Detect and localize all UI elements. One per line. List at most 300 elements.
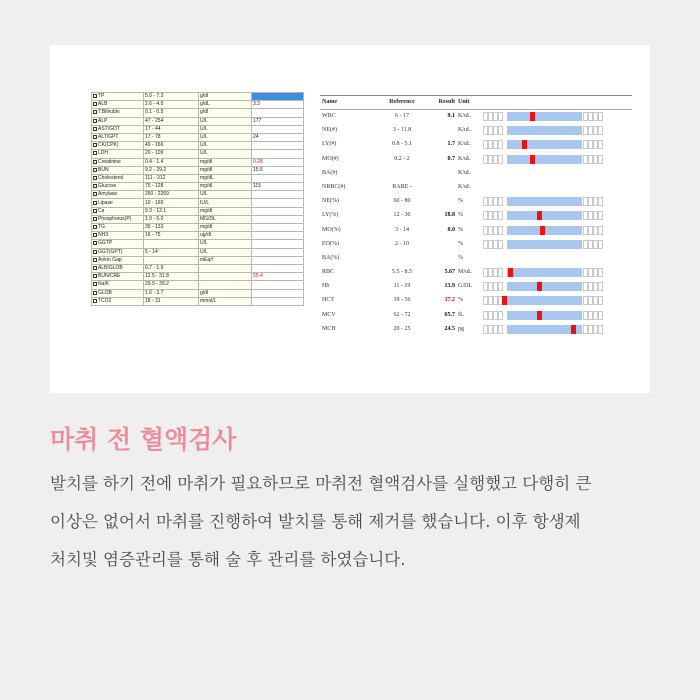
- range-gauge: [483, 197, 608, 206]
- checkbox-icon[interactable]: [93, 233, 97, 237]
- gauge-cell: [598, 197, 603, 206]
- chem-name: Na/K: [98, 281, 110, 288]
- chem-name: GGT(GPT): [98, 248, 123, 255]
- cbc-row: [320, 167, 632, 181]
- chem-result: 3.3: [252, 101, 304, 109]
- chem-range: 17 - 44: [144, 125, 199, 133]
- chem-name: BUN: [98, 166, 109, 173]
- cbc-reference: 20 - 25: [393, 325, 411, 332]
- chem-name: T.Bilirubin: [98, 109, 120, 116]
- cbc-result: 13.9: [444, 283, 455, 290]
- chem-name: Lipase: [98, 199, 113, 206]
- chem-range: 12.5 - 31.8: [144, 273, 199, 281]
- cbc-unit: M/uL: [458, 269, 472, 276]
- chem-range: [144, 240, 199, 248]
- chem-name: ALB: [98, 101, 108, 108]
- cbc-unit: K/uL: [458, 155, 471, 162]
- chem-range: 10 - 160: [144, 199, 199, 207]
- cbc-result: 9.1: [447, 113, 455, 119]
- chem-name: ALT/GPT: [98, 134, 119, 141]
- cbc-unit: %: [458, 240, 463, 247]
- gauge-cell: [498, 268, 503, 277]
- range-gauge: [483, 112, 608, 121]
- chem-name-cell[interactable]: [92, 174, 144, 182]
- cbc-name: MO(%): [322, 226, 341, 233]
- chem-name: CK(CPK): [98, 142, 119, 149]
- chem-unit: IU/L: [199, 199, 252, 207]
- chem-unit: [199, 264, 252, 272]
- chem-unit: U/L: [199, 117, 252, 125]
- checkbox-icon[interactable]: [93, 282, 97, 286]
- normal-range-band: [507, 311, 582, 320]
- range-gauge: [483, 226, 608, 235]
- cbc-name: MCV: [322, 311, 336, 318]
- cbc-name: WBC: [322, 113, 336, 119]
- gauge-cell: [498, 311, 503, 320]
- checkbox-icon[interactable]: [93, 143, 97, 147]
- chem-result: [252, 232, 304, 240]
- chem-name-cell[interactable]: [92, 101, 144, 109]
- chem-name-cell[interactable]: [92, 125, 144, 133]
- gauge-cell: [598, 126, 603, 135]
- gauge-cell: [498, 126, 503, 135]
- chem-range: 29.9 - 39.2: [144, 281, 199, 289]
- checkbox-icon[interactable]: [93, 102, 97, 106]
- cbc-name: MO(#): [322, 155, 339, 162]
- chem-range: 20 - 109: [144, 150, 199, 158]
- cbc-rows: [320, 110, 632, 337]
- cbc-name: BA(%): [322, 254, 340, 261]
- chem-range: 260 - 2269: [144, 191, 199, 199]
- gauge-cell: [498, 282, 503, 291]
- result-marker: [522, 140, 527, 149]
- gauge-cell: [498, 155, 503, 164]
- chem-row: [92, 207, 304, 215]
- checkbox-icon[interactable]: [93, 135, 97, 139]
- normal-range-band: [507, 282, 582, 291]
- chem-name-cell[interactable]: [92, 93, 144, 101]
- checkbox-icon[interactable]: [93, 119, 97, 123]
- chem-result: [252, 150, 304, 158]
- normal-range-band: [507, 197, 582, 206]
- cbc-name: NE(%): [322, 198, 339, 205]
- gauge-cell: [498, 197, 503, 206]
- chem-result: [252, 240, 304, 248]
- cbc-result: 0.7: [447, 155, 455, 162]
- range-gauge: [483, 155, 608, 164]
- chem-name: TCO2: [98, 297, 112, 304]
- gauge-cell: [598, 325, 603, 334]
- chem-range: 16 - 75: [144, 232, 199, 240]
- cbc-row: [320, 138, 632, 152]
- normal-range-band: [507, 126, 582, 135]
- normal-range-band: [507, 296, 582, 305]
- cbc-row: [320, 323, 632, 337]
- chem-unit: g/dl: [199, 289, 252, 297]
- cbc-reference: 3 - 11.8: [392, 127, 412, 134]
- chem-unit: mmol/L: [199, 297, 252, 305]
- cbc-result: 24.5: [444, 325, 455, 332]
- chem-unit: MG/DL: [199, 215, 252, 223]
- cbc-unit: G/DL: [458, 283, 472, 290]
- chem-result: 115: [252, 183, 304, 191]
- chem-name-cell[interactable]: [92, 232, 144, 240]
- article-line: 이상은 없어서 마취를 진행하여 발치를 통해 제거를 했습니다. 이후 항생제: [50, 512, 581, 531]
- checkbox-icon[interactable]: [93, 241, 97, 245]
- checkbox-icon[interactable]: [93, 217, 97, 221]
- chem-result: [252, 297, 304, 305]
- cbc-reference: 6 - 17: [395, 113, 409, 119]
- cbc-unit: K/uL: [458, 183, 471, 190]
- lab-results-image: [50, 45, 650, 393]
- chem-result: [252, 174, 304, 182]
- chem-range: 1.6 - 3.7: [144, 289, 199, 297]
- checkbox-icon[interactable]: [93, 250, 97, 254]
- chem-range: 0.1 - 0.5: [144, 109, 199, 117]
- chem-name: GGTP: [98, 240, 113, 247]
- cbc-unit: K/uL: [458, 113, 471, 119]
- checkbox-icon[interactable]: [93, 127, 97, 131]
- chem-row: [92, 224, 304, 232]
- article-body: [50, 465, 660, 579]
- chem-unit: U/L: [199, 191, 252, 199]
- chem-result: [252, 224, 304, 232]
- chem-result: [252, 289, 304, 297]
- chem-range: 9.3 - 12.1: [144, 207, 199, 215]
- result-marker: [540, 226, 545, 235]
- article-title: 마취 전 혈액검사: [50, 425, 237, 454]
- cbc-unit: pg: [458, 325, 464, 332]
- gauge-cell: [598, 296, 603, 305]
- chem-name: Anion Gap: [98, 256, 122, 263]
- cbc-reference: 5.5 - 8.5: [392, 269, 412, 276]
- chem-row: [92, 273, 304, 281]
- cbc-header-result: Result: [438, 99, 455, 105]
- chem-row: [92, 166, 304, 174]
- cbc-header-name: Name: [322, 99, 337, 105]
- chem-name-cell[interactable]: [92, 166, 144, 174]
- gauge-cell: [498, 226, 503, 235]
- chem-name: TG: [98, 224, 105, 231]
- chem-name: Cholesterol: [98, 174, 124, 181]
- chem-result: [252, 142, 304, 150]
- chem-range: 18 - 31: [144, 297, 199, 305]
- checkbox-icon[interactable]: [93, 151, 97, 155]
- checkbox-icon[interactable]: [93, 184, 97, 188]
- normal-range-band: [507, 112, 582, 121]
- chem-name: GLOB: [98, 289, 112, 296]
- cbc-name: RBC: [322, 269, 335, 276]
- cbc-reference: 3 - 14: [395, 226, 409, 233]
- chem-name-cell[interactable]: [92, 240, 144, 248]
- chem-unit: U/L: [199, 125, 252, 133]
- checkbox-icon[interactable]: [93, 160, 97, 164]
- checkbox-icon[interactable]: [93, 94, 97, 98]
- chem-range: 2.6 - 4.0: [144, 101, 199, 109]
- result-marker: [530, 112, 535, 121]
- chem-name: NH3: [98, 232, 109, 239]
- cbc-name: LY(%): [322, 212, 339, 219]
- range-gauge: [483, 282, 608, 291]
- chem-result: [252, 281, 304, 289]
- cbc-row: [320, 238, 632, 252]
- cbc-reference: 0.2 - 2: [394, 155, 410, 162]
- cbc-row: [320, 266, 632, 280]
- chem-result: [252, 125, 304, 133]
- chem-range: 17 - 78: [144, 133, 199, 141]
- chem-row: [92, 142, 304, 150]
- cbc-unit: %: [458, 226, 463, 233]
- chem-range: 0.4 - 1.4: [144, 158, 199, 166]
- chem-unit: g/dl: [199, 93, 252, 101]
- gauge-cell: [598, 155, 603, 164]
- normal-range-band: [507, 155, 582, 164]
- result-marker: [530, 155, 535, 164]
- range-gauge: [483, 311, 608, 320]
- chem-result: [252, 109, 304, 117]
- chem-row: [92, 174, 304, 182]
- chem-row: [92, 191, 304, 199]
- cbc-row: [320, 280, 632, 294]
- chem-name-cell[interactable]: [92, 117, 144, 125]
- chem-name-cell[interactable]: [92, 297, 144, 305]
- chem-result: [252, 215, 304, 223]
- chem-name-cell[interactable]: [92, 264, 144, 272]
- chem-name-cell[interactable]: [92, 142, 144, 150]
- cbc-result: 8.0: [447, 226, 455, 233]
- range-gauge: [483, 140, 608, 149]
- cbc-header-row: [320, 95, 632, 110]
- chem-unit: mg/dl: [199, 224, 252, 232]
- gauge-cell: [498, 240, 503, 249]
- chem-unit: mg/dl: [199, 166, 252, 174]
- chem-unit: mEq/l: [199, 256, 252, 264]
- chem-unit: ug/dl: [199, 232, 252, 240]
- cbc-header-unit: Unit: [458, 99, 470, 105]
- cbc-name: NRBC(#): [322, 183, 346, 190]
- chem-range: 111 - 312: [144, 174, 199, 182]
- chem-range: 9.2 - 29.2: [144, 166, 199, 174]
- cbc-reference: 0.8 - 5.1: [392, 141, 412, 148]
- cbc-unit: K/uL: [458, 169, 471, 176]
- chem-unit: mg/dL: [199, 174, 252, 182]
- cbc-reference: 60 - 80: [393, 198, 411, 205]
- cbc-result: 65.7: [444, 311, 455, 318]
- cbc-row: [320, 110, 632, 124]
- cbc-reference: 2 - 10: [395, 240, 409, 247]
- chem-unit: [199, 281, 252, 289]
- cbc-row: [320, 181, 632, 195]
- result-marker: [537, 211, 542, 220]
- cbc-name: LY(#): [322, 141, 337, 148]
- checkbox-icon[interactable]: [93, 274, 97, 278]
- normal-range-band: [507, 240, 582, 249]
- chem-unit: U/L: [199, 133, 252, 141]
- cbc-name: EO(%): [322, 240, 339, 247]
- cbc-name: Hb: [322, 283, 330, 290]
- chem-name-cell[interactable]: [92, 248, 144, 256]
- cbc-unit: %: [458, 297, 463, 304]
- result-marker: [537, 282, 542, 291]
- chem-unit: g/dl: [199, 109, 252, 117]
- chem-result: 15.5: [252, 166, 304, 174]
- chem-name: AST/GOT: [98, 125, 120, 132]
- result-marker: [571, 325, 576, 334]
- checkbox-icon[interactable]: [93, 201, 97, 205]
- chem-name: ALB/GLOB: [98, 265, 123, 272]
- chem-unit: U/L: [199, 150, 252, 158]
- chem-unit: mg/dl: [199, 158, 252, 166]
- chem-range: 49 - 166: [144, 142, 199, 150]
- cbc-row: [320, 294, 632, 308]
- gauge-cell: [598, 268, 603, 277]
- chem-range: 75 - 128: [144, 183, 199, 191]
- gauge-cell: [498, 140, 503, 149]
- chem-row: [92, 297, 304, 305]
- chem-unit: U/L: [199, 248, 252, 256]
- chem-name: TP: [98, 93, 105, 100]
- cbc-result: 37.2: [444, 297, 455, 304]
- cbc-name: MCH: [322, 325, 336, 332]
- chem-result: [252, 248, 304, 256]
- chem-name-cell[interactable]: [92, 199, 144, 207]
- chem-name-cell[interactable]: [92, 191, 144, 199]
- range-gauge: [483, 325, 608, 334]
- chem-row: [92, 133, 304, 141]
- result-marker: [537, 311, 542, 320]
- chem-name: ALP: [98, 117, 108, 124]
- chem-unit: mg/dl: [199, 183, 252, 191]
- result-marker: [508, 268, 513, 277]
- chem-unit: U/L: [199, 142, 252, 150]
- chem-name: Ca: [98, 207, 105, 214]
- cbc-row: [320, 153, 632, 167]
- range-gauge: [483, 211, 608, 220]
- cbc-row: [320, 195, 632, 209]
- chem-name-cell[interactable]: [92, 256, 144, 264]
- checkbox-icon[interactable]: [93, 192, 97, 196]
- checkbox-icon[interactable]: [93, 209, 97, 213]
- chem-unit: [199, 273, 252, 281]
- chem-row: [92, 281, 304, 289]
- chem-name-cell[interactable]: [92, 215, 144, 223]
- chem-name-cell[interactable]: [92, 150, 144, 158]
- cbc-reference: 62 - 72: [393, 311, 411, 318]
- chem-range: 1.9 - 5.0: [144, 215, 199, 223]
- chem-range: 47 - 254: [144, 117, 199, 125]
- gauge-cell: [598, 140, 603, 149]
- chem-result: [252, 207, 304, 215]
- chem-name-cell[interactable]: [92, 281, 144, 289]
- cbc-result: 18.8: [444, 212, 455, 219]
- cbc-name: BA(#): [322, 169, 338, 176]
- chem-result: 55.4: [252, 273, 304, 281]
- cbc-reference: 12 - 30: [393, 212, 411, 219]
- cbc-unit: fL: [458, 311, 464, 318]
- chem-row: [92, 117, 304, 125]
- chem-unit: U/L: [199, 240, 252, 248]
- chem-name: Amylase: [98, 191, 118, 198]
- chem-name-cell[interactable]: [92, 224, 144, 232]
- cbc-unit: %: [458, 212, 463, 219]
- checkbox-icon[interactable]: [93, 168, 97, 172]
- chem-result: [252, 199, 304, 207]
- range-gauge: [483, 268, 608, 277]
- chem-result: 24: [252, 133, 304, 141]
- chem-range: 0.7 - 1.9: [144, 264, 199, 272]
- checkbox-icon[interactable]: [93, 291, 97, 295]
- gauge-cell: [498, 112, 503, 121]
- chem-row: [92, 125, 304, 133]
- cbc-reference: RARE -: [392, 183, 412, 190]
- chem-result: 177: [252, 117, 304, 125]
- gauge-cell: [598, 240, 603, 249]
- normal-range-band: [507, 211, 582, 220]
- cbc-row: [320, 209, 632, 223]
- normal-range-band: [507, 140, 582, 149]
- cbc-unit: %: [458, 254, 463, 261]
- chem-result: [252, 256, 304, 264]
- chem-name-cell[interactable]: [92, 133, 144, 141]
- cbc-row: [320, 309, 632, 323]
- normal-range-band: [507, 268, 582, 277]
- cbc-row: [320, 224, 632, 238]
- gauge-cell: [598, 211, 603, 220]
- checkbox-icon[interactable]: [93, 176, 97, 180]
- chem-name-cell[interactable]: [92, 273, 144, 281]
- chem-row: [92, 183, 304, 191]
- chem-name: Creatinine: [98, 158, 121, 165]
- cbc-row: [320, 252, 632, 266]
- chem-name: Glucose: [98, 183, 117, 190]
- checkbox-icon[interactable]: [93, 258, 97, 262]
- chem-name-cell[interactable]: [92, 109, 144, 117]
- chem-name: LDH: [98, 150, 109, 157]
- cbc-name: NE(#): [322, 127, 337, 134]
- chem-row: [92, 101, 304, 109]
- chem-row: [92, 248, 304, 256]
- chem-name-cell[interactable]: [92, 207, 144, 215]
- cbc-table: [320, 95, 632, 337]
- checkbox-icon[interactable]: [93, 225, 97, 229]
- checkbox-icon[interactable]: [93, 266, 97, 270]
- chem-name-cell[interactable]: [92, 158, 144, 166]
- chem-name-cell[interactable]: [92, 183, 144, 191]
- chem-row: [92, 215, 304, 223]
- gauge-cell: [598, 112, 603, 121]
- chem-row: [92, 109, 304, 117]
- checkbox-icon[interactable]: [93, 299, 97, 303]
- chem-range: 5.0 - 7.2: [144, 93, 199, 101]
- chem-result: [252, 191, 304, 199]
- chem-range: [144, 256, 199, 264]
- article-line: 처치및 염증관리를 통해 술 후 관리를 하였습니다.: [50, 550, 406, 569]
- chemistry-table: [91, 92, 304, 306]
- chem-name-cell[interactable]: [92, 289, 144, 297]
- checkbox-icon[interactable]: [93, 110, 97, 114]
- gauge-cell: [598, 226, 603, 235]
- gauge-cell: [498, 325, 503, 334]
- chem-row: [92, 232, 304, 240]
- gauge-cell: [498, 211, 503, 220]
- chem-row: [92, 93, 304, 101]
- chem-row: [92, 158, 304, 166]
- cbc-name: HCT: [322, 297, 334, 304]
- chem-row: [92, 256, 304, 264]
- chem-range: 5 - 14: [144, 248, 199, 256]
- chem-result: 0.28: [252, 158, 304, 166]
- cbc-row: [320, 124, 632, 138]
